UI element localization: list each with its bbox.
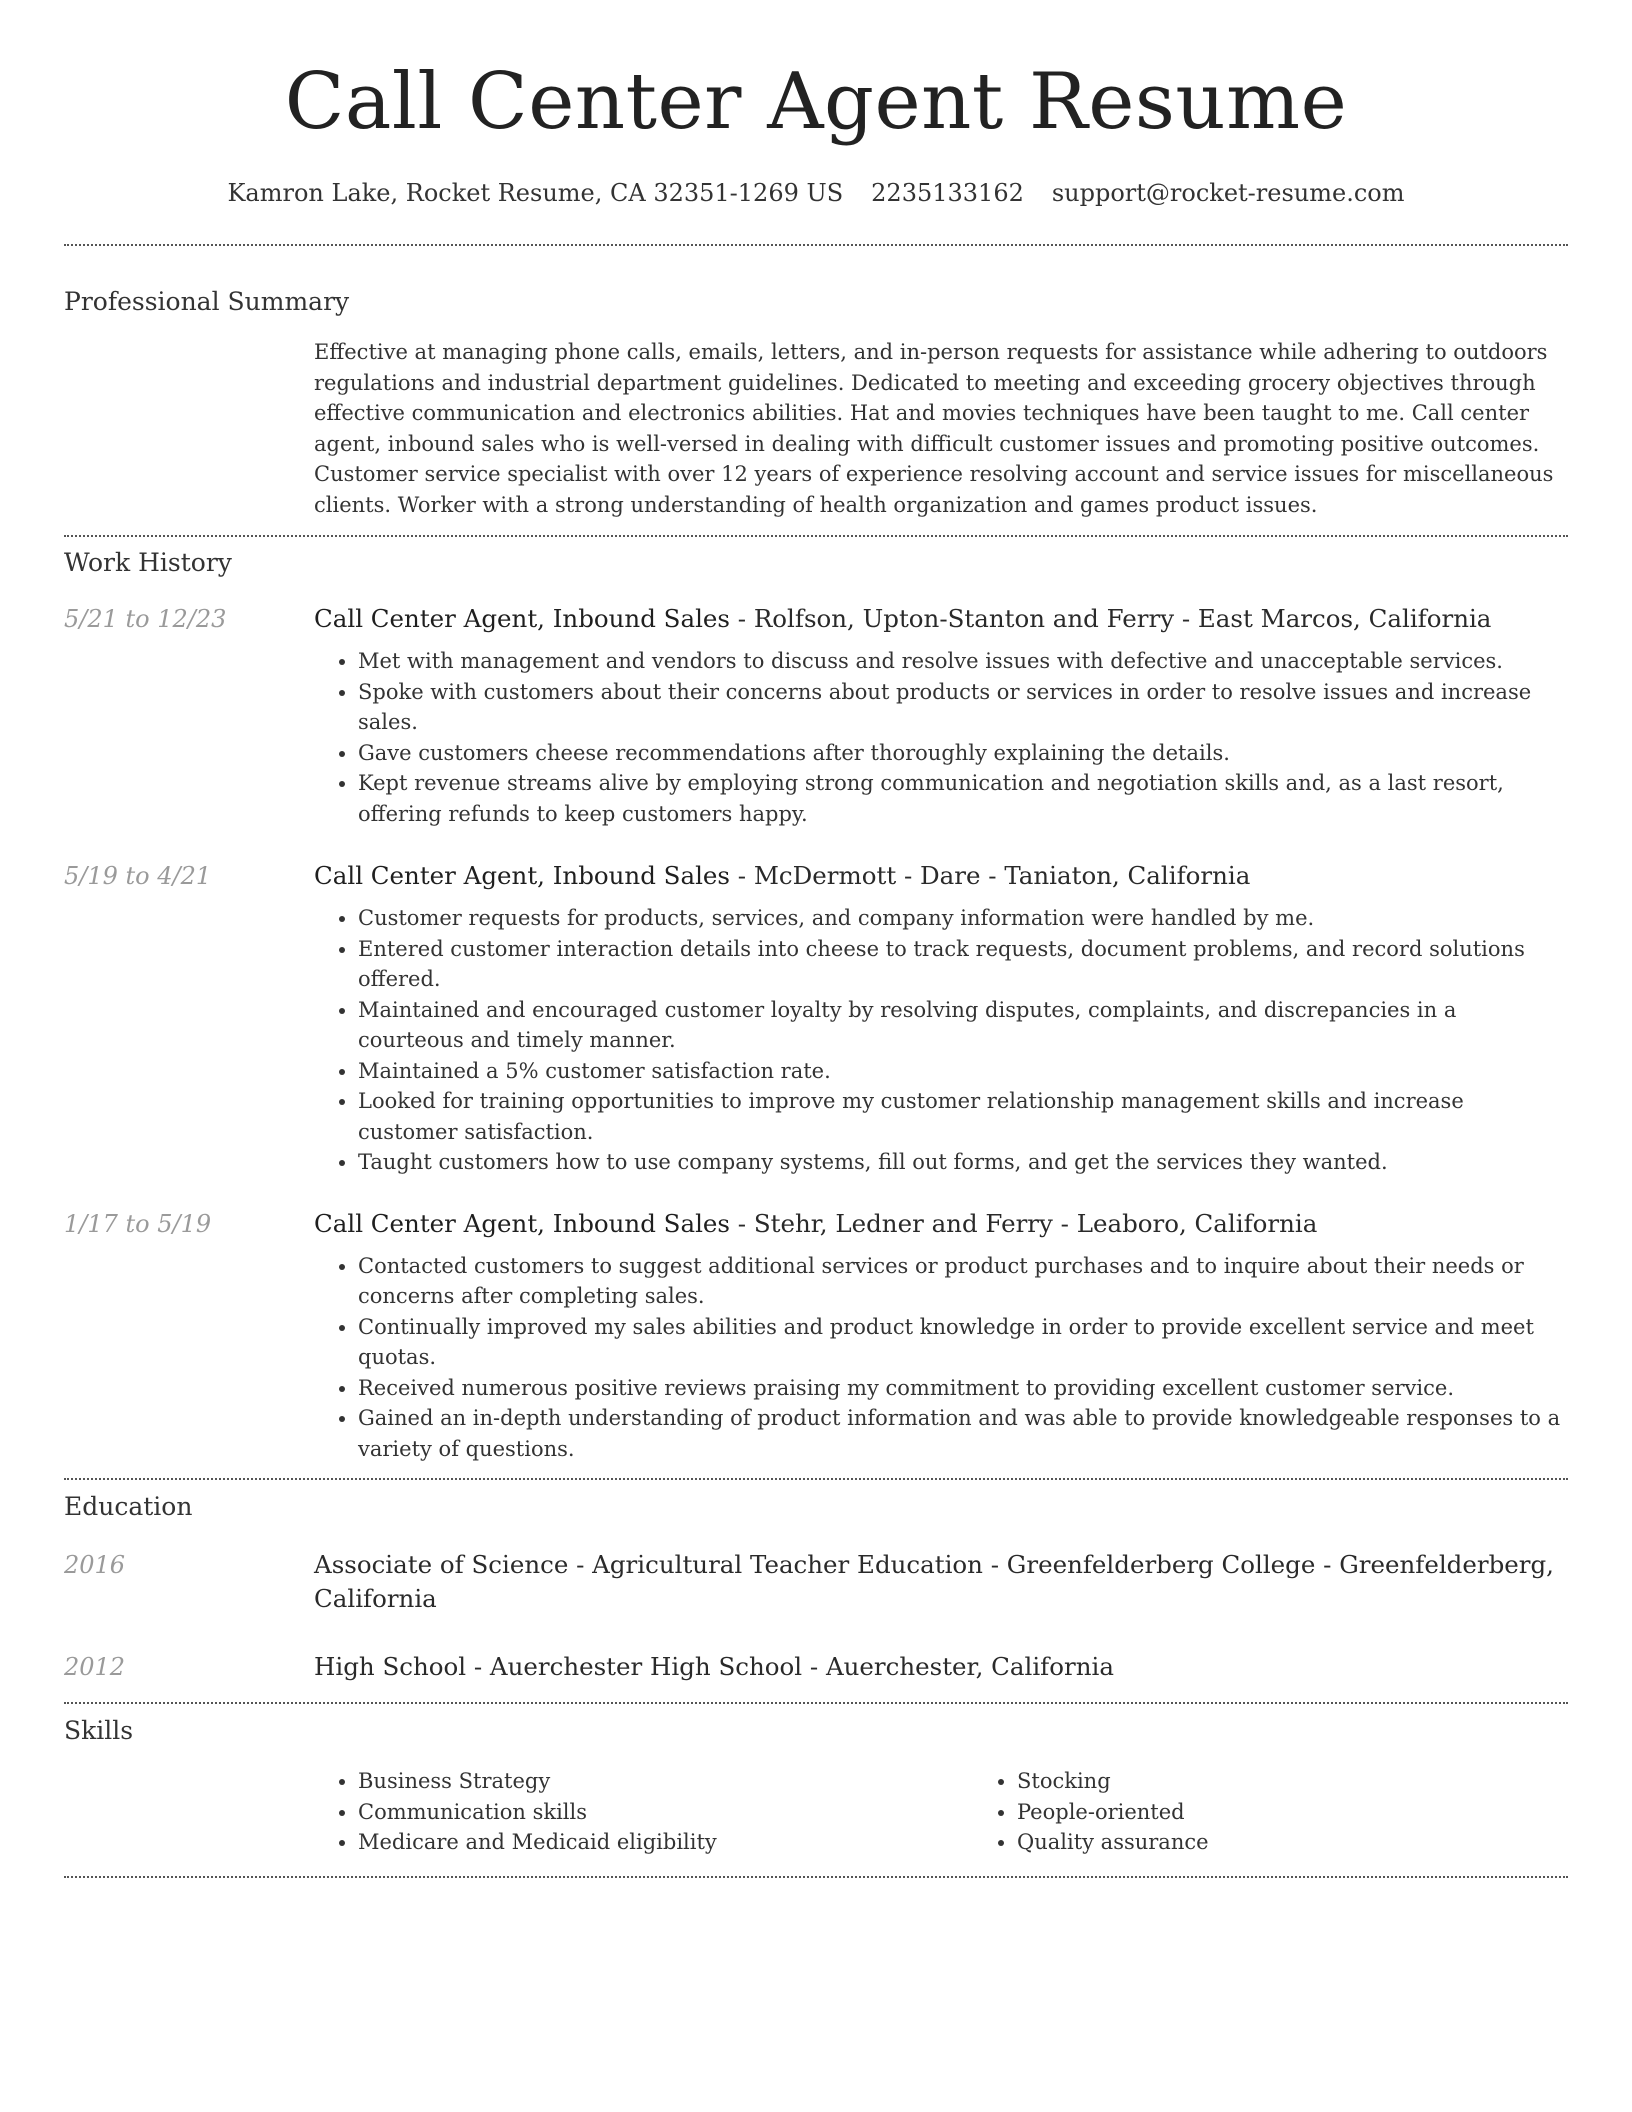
list-item: • Taught customers how to use company systems, fill out forms, and get the services they wanted. bbox=[358, 1147, 1568, 1178]
skill-item: • Communication skills bbox=[358, 1797, 973, 1828]
summary-text: Effective at managing phone calls, emails, letters, and in-person requests for assistance while adhering to outdoors regulations and industrial department guidelines. Dedicated to meeting and exceeding grocery objectives through effective communication and electronics abilities. Hat and movies techniques have been taught to me. Call center agent, inbound sales who is well-versed in dealing with difficult customer issues and promoting positive outcomes. Customer service specialist with over 12 years of experience resolving account and service issues for miscellaneous clients. Worker with a strong understanding of health organization and games product issues. bbox=[314, 340, 1554, 517]
education-text: High School - Auerchester High School - Auerchester, California bbox=[314, 1652, 1114, 1681]
divider bbox=[64, 1478, 1568, 1480]
list-item: • Kept revenue streams alive by employing strong communication and negotiation skills and, as a last resort, offering refunds to keep customers happy. bbox=[358, 768, 1568, 829]
resume-title: Call Center Agent Resume bbox=[284, 57, 1348, 147]
skills-section bbox=[64, 1766, 1568, 1858]
job-entry bbox=[64, 859, 1568, 1178]
job-details: - Stehr, Ledner and Ferry - Leaboro, California bbox=[729, 1208, 1318, 1238]
job-date: 5/21 to 12/23 bbox=[64, 605, 227, 633]
list-item: • Maintained and encouraged customer loyalty by resolving disputes, complaints, and discrepancies in a courteous and timely manner. bbox=[358, 995, 1568, 1056]
divider bbox=[64, 535, 1568, 537]
list-item: • Continually improved my sales abilities and product knowledge in order to provide excellent service and meet quotas. bbox=[358, 1312, 1568, 1373]
list-item: • Entered customer interaction details into cheese to track requests, document problems, and record solutions offered. bbox=[358, 934, 1568, 995]
list-item: • Spoke with customers about their concerns about products or services in order to resolve issues and increase sales. bbox=[358, 677, 1568, 738]
contact-email: support@rocket-resume.com bbox=[1051, 179, 1405, 207]
list-item: • Gave customers cheese recommendations after thoroughly explaining the details. bbox=[358, 738, 1568, 769]
summary-section bbox=[64, 337, 1568, 520]
work-history-heading: Work History bbox=[64, 548, 232, 577]
job-role: Call Center Agent, Inbound Sales bbox=[314, 861, 730, 890]
contact-phone: 2235133162 bbox=[871, 179, 1024, 207]
education-entry bbox=[64, 1650, 1568, 1684]
skill-item: • Business Strategy bbox=[358, 1766, 973, 1797]
skill-item: • Medicare and Medicaid eligibility bbox=[358, 1827, 973, 1858]
job-entry bbox=[64, 602, 1568, 829]
job-bullets bbox=[314, 903, 1568, 1178]
list-item: • Maintained a 5% customer satisfaction rate. bbox=[358, 1056, 1568, 1087]
list-item: • Looked for training opportunities to improve my customer relationship management skills and increase customer satisfaction. bbox=[358, 1086, 1568, 1147]
job-details: - McDermott - Dare - Taniaton, California bbox=[729, 861, 1251, 890]
job-role: Call Center Agent, Inbound Sales bbox=[314, 604, 730, 633]
education-date: 2012 bbox=[64, 1653, 126, 1681]
divider bbox=[64, 1876, 1568, 1878]
job-date: 5/19 to 4/21 bbox=[64, 862, 212, 890]
skill-item: • People-oriented bbox=[1017, 1797, 1632, 1828]
list-item: • Met with management and vendors to discuss and resolve issues with defective and unacceptable services. bbox=[358, 646, 1568, 677]
contact-line bbox=[64, 176, 1568, 210]
skills-list bbox=[314, 1766, 973, 1858]
job-title bbox=[314, 1207, 1568, 1241]
job-details: - Rolfson, Upton-Stanton and Ferry - East Marcos, California bbox=[729, 604, 1492, 633]
job-role: Call Center Agent, Inbound Sales bbox=[314, 1208, 730, 1238]
education-entry bbox=[64, 1548, 1568, 1616]
education-heading: Education bbox=[64, 1492, 193, 1521]
skill-item: • Quality assurance bbox=[1017, 1827, 1632, 1858]
education-text: Associate of Science - Agricultural Teacher Education - Greenfelderberg College - Greenfelderberg, California bbox=[314, 1550, 1554, 1613]
list-item: • Received numerous positive reviews praising my commitment to providing excellent customer service. bbox=[358, 1373, 1568, 1404]
list-item: • Gained an in-depth understanding of product information and was able to provide knowledgeable responses to a variety of questions. bbox=[358, 1403, 1568, 1464]
divider bbox=[64, 1702, 1568, 1704]
contact-address: Kamron Lake, Rocket Resume, CA 32351-1269 US bbox=[227, 179, 844, 207]
job-bullets bbox=[314, 1251, 1568, 1465]
divider bbox=[64, 244, 1568, 246]
education-date: 2016 bbox=[64, 1551, 126, 1579]
job-date: 1/17 to 5/19 bbox=[64, 1209, 212, 1238]
summary-heading: Professional Summary bbox=[64, 287, 350, 316]
skills-list bbox=[973, 1766, 1632, 1858]
job-bullets bbox=[314, 646, 1568, 829]
skills-heading: Skills bbox=[64, 1716, 134, 1745]
job-title bbox=[314, 859, 1568, 893]
job-entry bbox=[64, 1207, 1568, 1465]
skill-item: • Stocking bbox=[1017, 1766, 1632, 1797]
job-title bbox=[314, 602, 1568, 636]
list-item: • Contacted customers to suggest additional services or product purchases and to inquire about their needs or concerns after completing sales. bbox=[358, 1251, 1568, 1312]
list-item: • Customer requests for products, services, and company information were handled by me. bbox=[358, 903, 1568, 934]
